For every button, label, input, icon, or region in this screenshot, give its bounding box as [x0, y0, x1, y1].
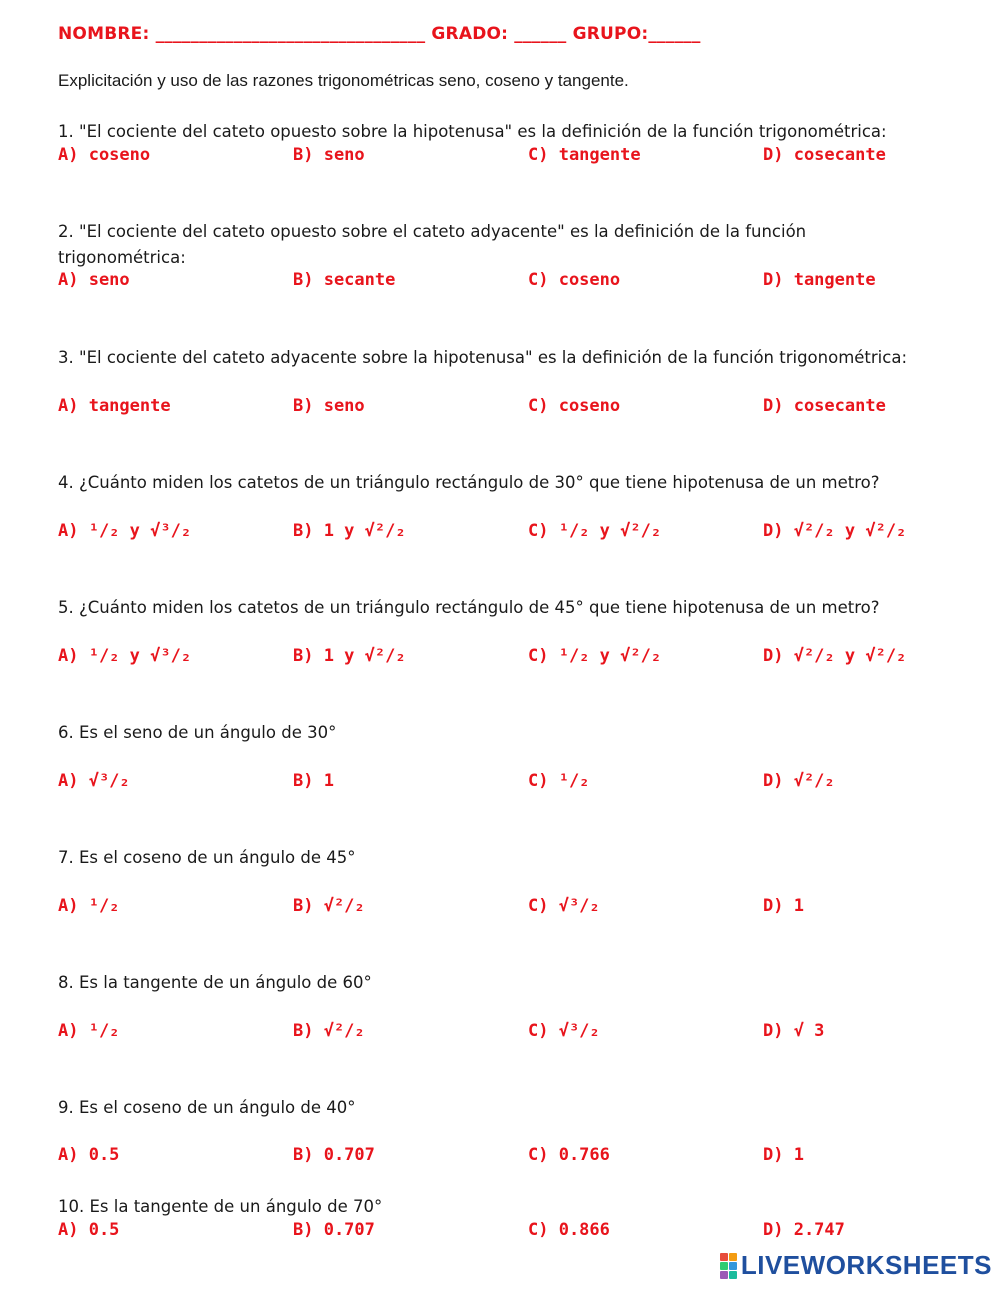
question-4-options [58, 521, 958, 545]
option-a[interactable]: A) coseno [58, 145, 151, 165]
option-c[interactable]: C) 0.766 [528, 1145, 610, 1165]
option-a[interactable]: A) tangente [58, 396, 171, 416]
option-c[interactable]: C) √³/₂ [528, 1021, 600, 1041]
option-a[interactable]: A) ¹/₂ [58, 896, 120, 916]
question-1-text: 1. "El cociente del cateto opuesto sobre la hipotenusa" es la definición de la función trigonométrica: [58, 122, 887, 141]
option-d[interactable]: D) cosecante [763, 145, 886, 165]
option-a[interactable]: A) √³/₂ [58, 771, 130, 791]
option-c[interactable]: C) ¹/₂ [528, 771, 590, 791]
option-a[interactable]: A) ¹/₂ [58, 1021, 120, 1041]
option-c[interactable]: C) coseno [528, 270, 621, 290]
option-d[interactable]: D) √²/₂ [763, 771, 835, 791]
option-b[interactable]: B) seno [293, 396, 365, 416]
option-c[interactable]: C) 0.866 [528, 1220, 610, 1240]
question-3-text: 3. "El cociente del cateto adyacente sobre la hipotenusa" es la definición de la función trigonométrica: [58, 348, 908, 367]
option-b[interactable]: B) √²/₂ [293, 896, 365, 916]
logo-mark-icon [720, 1253, 737, 1279]
option-d[interactable]: D) √²/₂ y √²/₂ [763, 646, 907, 666]
option-a[interactable]: A) seno [58, 270, 130, 290]
option-b[interactable]: B) secante [293, 270, 396, 290]
option-d[interactable]: D) tangente [763, 270, 876, 290]
option-a[interactable]: A) ¹/₂ y √³/₂ [58, 646, 192, 666]
question-5-options [58, 646, 958, 670]
question-6-options [58, 771, 958, 795]
option-a[interactable]: A) 0.5 [58, 1145, 120, 1165]
option-c[interactable]: C) ¹/₂ y √²/₂ [528, 521, 662, 541]
option-a[interactable]: A) 0.5 [58, 1220, 120, 1240]
option-b[interactable]: B) 1 [293, 771, 334, 791]
option-b[interactable]: B) 1 y √²/₂ [293, 521, 406, 541]
option-c[interactable]: C) coseno [528, 396, 621, 416]
liveworksheets-logo [720, 1250, 992, 1281]
option-b[interactable]: B) 1 y √²/₂ [293, 646, 406, 666]
option-b[interactable]: B) seno [293, 145, 365, 165]
question-9-options [58, 1145, 958, 1169]
question-3-options [58, 396, 958, 420]
option-b[interactable]: B) 0.707 [293, 1220, 375, 1240]
option-d[interactable]: D) 1 [763, 896, 804, 916]
question-10-options [58, 1220, 958, 1244]
question-7-text: 7. Es el coseno de un ángulo de 45° [58, 848, 356, 867]
option-d[interactable]: D) √ 3 [763, 1021, 825, 1041]
question-7-options [58, 896, 958, 920]
option-d[interactable]: D) 2.747 [763, 1220, 845, 1240]
option-a[interactable]: A) ¹/₂ y √³/₂ [58, 521, 192, 541]
question-5-text: 5. ¿Cuánto miden los catetos de un triángulo rectángulo de 45° que tiene hipotenusa de un metro? [58, 598, 880, 617]
question-2-text: 2. "El cociente del cateto opuesto sobre el cateto adyacente" es la definición de la función trigonométrica: [58, 222, 807, 267]
question-10-text: 10. Es la tangente de un ángulo de 70° [58, 1197, 383, 1216]
question-6-text: 6. Es el seno de un ángulo de 30° [58, 723, 337, 742]
option-d[interactable]: D) 1 [763, 1145, 804, 1165]
option-d[interactable]: D) √²/₂ y √²/₂ [763, 521, 907, 541]
option-c[interactable]: C) ¹/₂ y √²/₂ [528, 646, 662, 666]
logo-text: LIVEWORKSHEETS [740, 1250, 992, 1280]
question-9-text: 9. Es el coseno de un ángulo de 40° [58, 1098, 356, 1117]
worksheet-intro: Explicitación y uso de las razones trigonométricas seno, coseno y tangente. [58, 71, 629, 90]
option-b[interactable]: B) √²/₂ [293, 1021, 365, 1041]
question-1-options [58, 145, 958, 169]
option-b[interactable]: B) 0.707 [293, 1145, 375, 1165]
question-8-options [58, 1021, 958, 1045]
student-info-header: NOMBRE: _______________________________ GRADO: ______ GRUPO:______ [58, 24, 701, 44]
option-c[interactable]: C) √³/₂ [528, 896, 600, 916]
question-2-options [58, 270, 958, 294]
question-4-text: 4. ¿Cuánto miden los catetos de un triángulo rectángulo de 30° que tiene hipotenusa de un metro? [58, 473, 880, 492]
option-d[interactable]: D) cosecante [763, 396, 886, 416]
question-8-text: 8. Es la tangente de un ángulo de 60° [58, 973, 372, 992]
option-c[interactable]: C) tangente [528, 145, 641, 165]
